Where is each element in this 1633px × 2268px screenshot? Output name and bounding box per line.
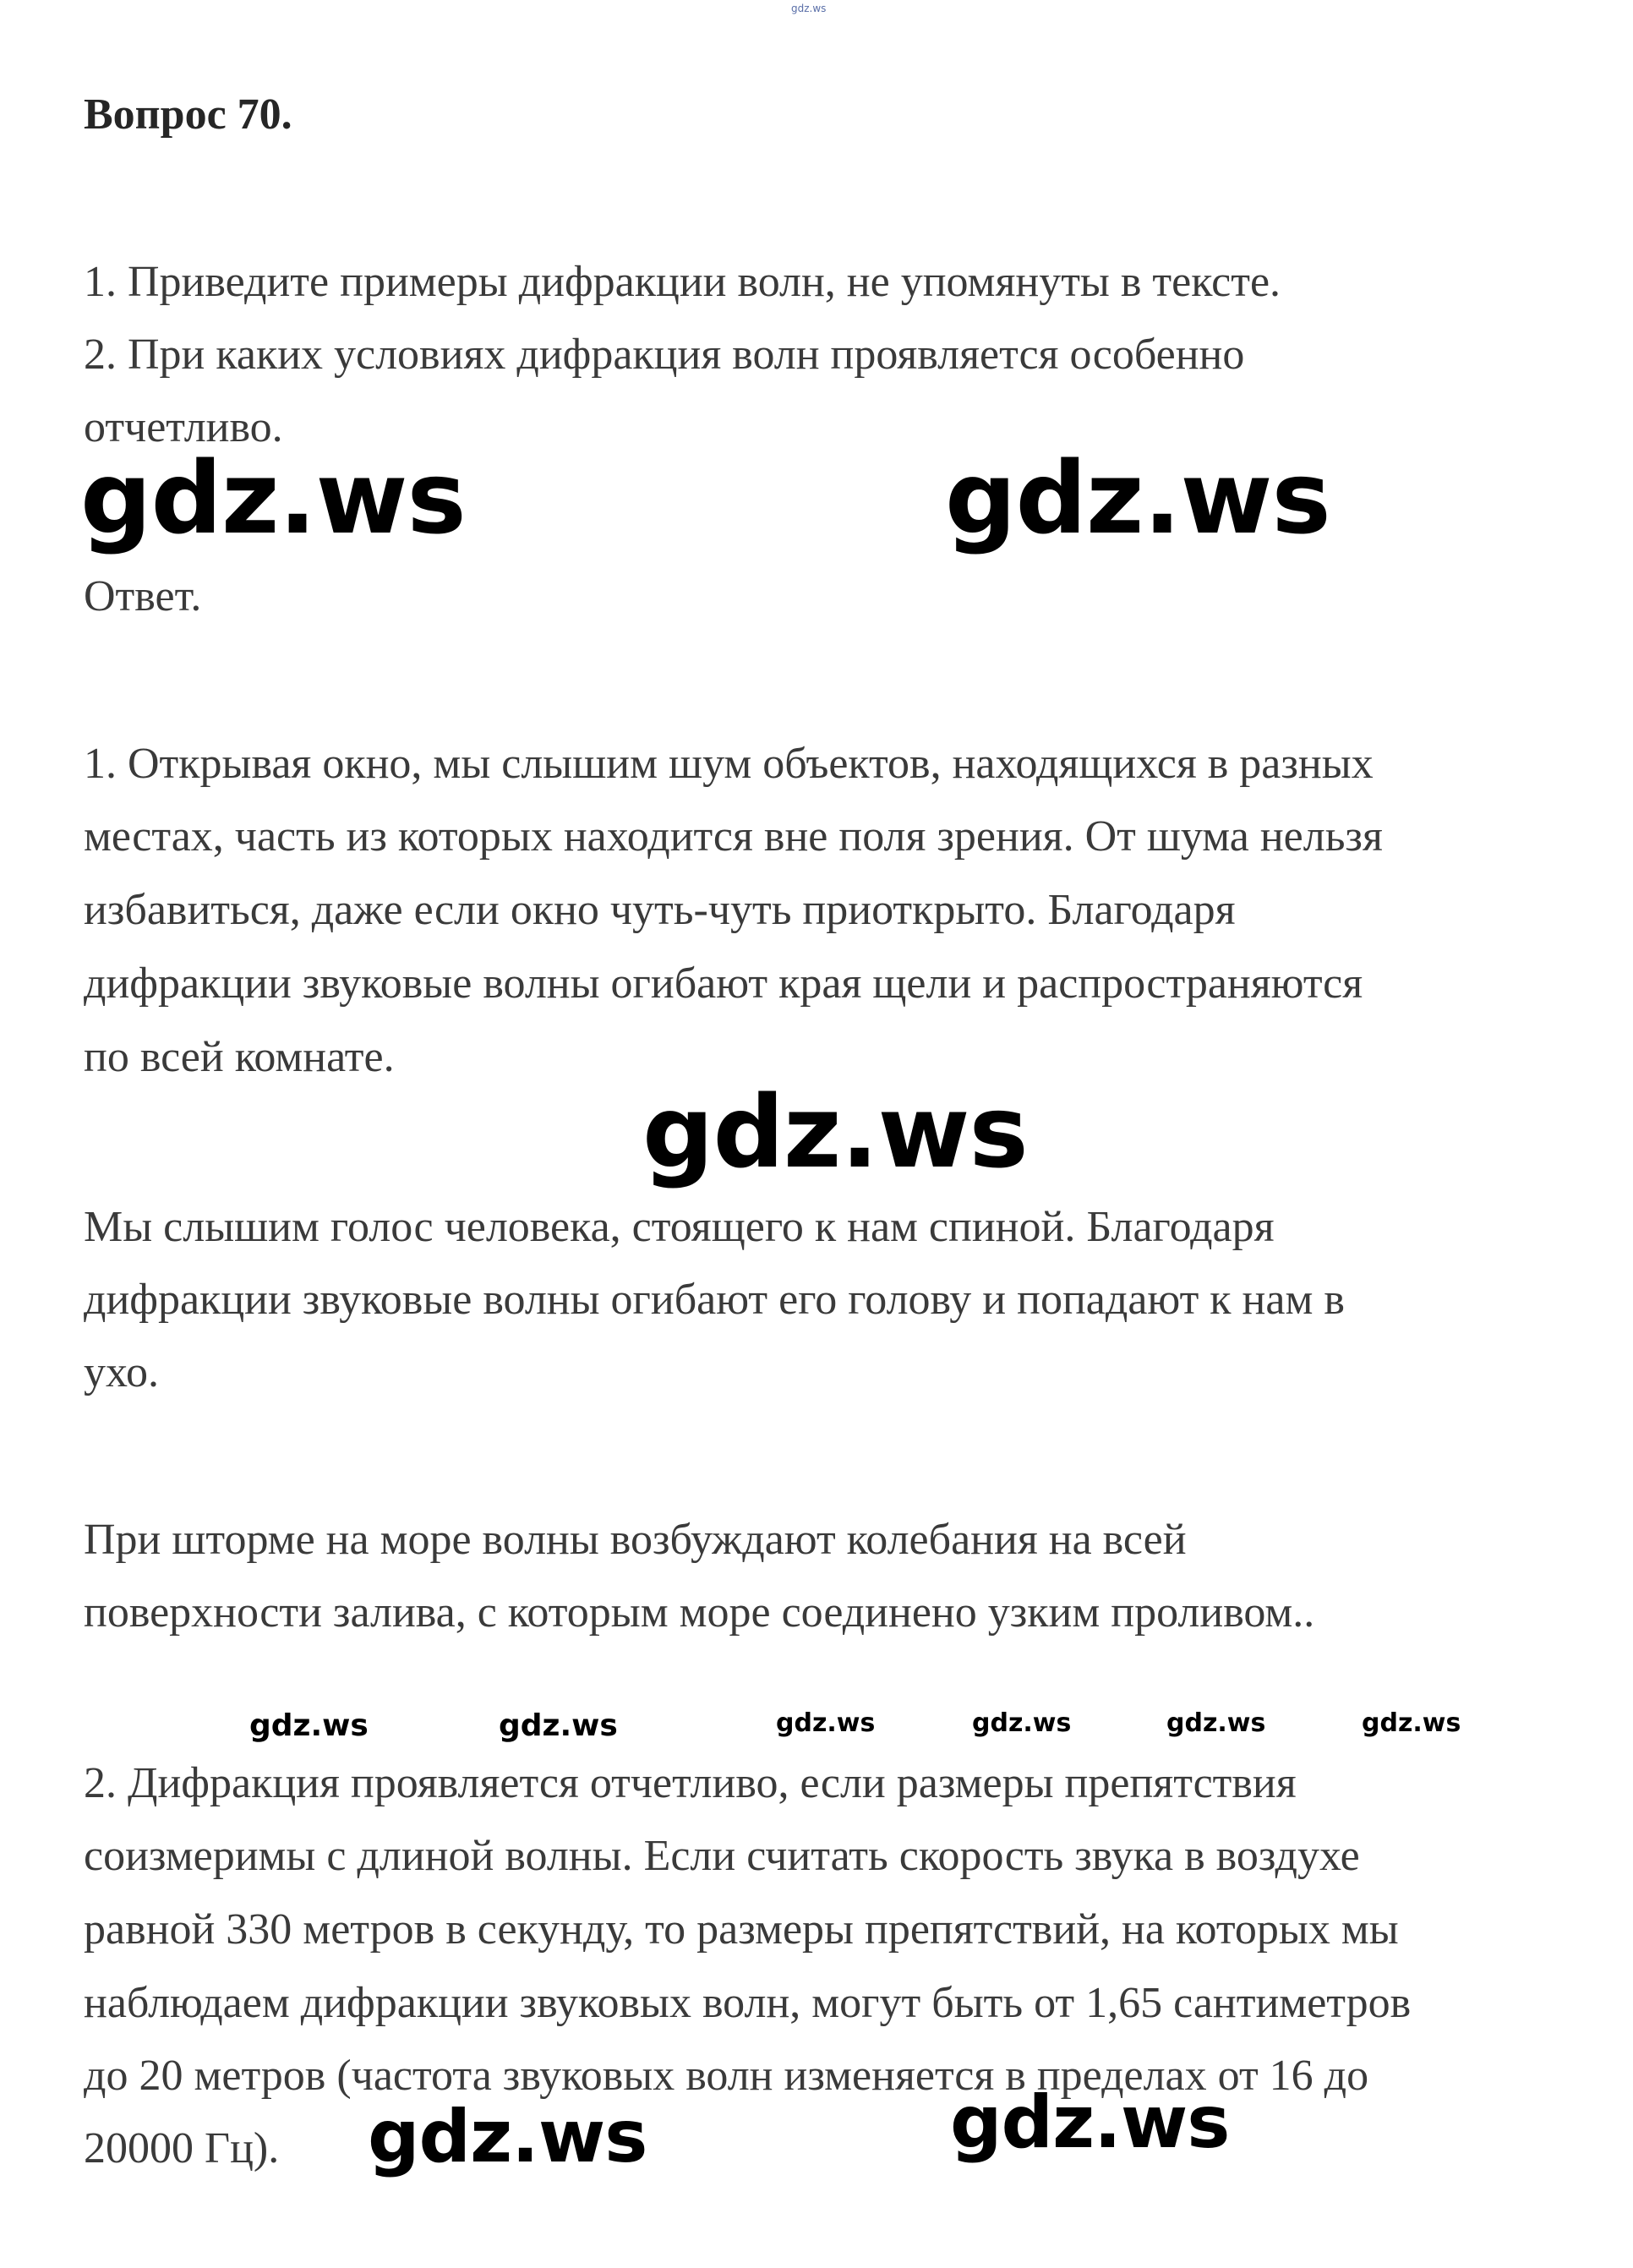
answer-p1-line-2: местах, часть из которых находится вне поля зрения. От шума нельзя <box>84 812 1383 861</box>
watermark-medium: gdz.ws <box>950 2080 1230 2165</box>
answer-p4-line-5: до 20 метров (частота звуковых волн изменяется в пределах от 16 до <box>84 2052 1369 2100</box>
answer-p3-line-2: поверхности залива, с которым море соединено узким проливом.. <box>84 1588 1315 1637</box>
question-line-1: 1. Приведите примеры дифракции волн, не упомянуты в тексте. <box>84 258 1281 306</box>
watermark-large: gdz.ws <box>80 440 466 556</box>
watermark-large: gdz.ws <box>642 1074 1028 1190</box>
question-line-2: 2. При каких условиях дифракция волн проявляется особенно <box>84 331 1245 379</box>
answer-p1-line-1: 1. Открывая окно, мы слышим шум объектов, находящихся в разных <box>84 740 1374 788</box>
answer-p4-line-6: 20000 Гц). <box>84 2124 280 2172</box>
watermark-medium: gdz.ws <box>368 2095 647 2179</box>
answer-p2-line-2: дифракции звуковые волны огибают его голову и попадают к нам в <box>84 1276 1345 1324</box>
watermark-large: gdz.ws <box>945 440 1330 556</box>
answer-p1-line-3: избавиться, даже если окно чуть-чуть приоткрыто. Благодаря <box>84 886 1236 934</box>
watermark-small: gdz.ws <box>1362 1708 1461 1738</box>
answer-p4-line-3: равной 330 метров в секунду, то размеры препятствий, на которых мы <box>84 1905 1399 1954</box>
header-watermark: gdz.ws <box>791 3 827 14</box>
answer-p3-line-1: При шторме на море волны возбуждают колебания на всей <box>84 1516 1187 1564</box>
watermark-small: gdz.ws <box>776 1708 876 1738</box>
watermark-small: gdz.ws <box>972 1708 1072 1738</box>
answer-p2-line-3: ухо. <box>84 1348 160 1396</box>
watermark-small: gdz.ws <box>499 1708 618 1743</box>
answer-p4-line-2: соизмеримы с длиной волны. Если считать скорость звука в воздухе <box>84 1832 1360 1880</box>
answer-p4-line-4: наблюдаем дифракции звуковых волн, могут быть от 1,65 сантиметров <box>84 1979 1412 2027</box>
watermark-small: gdz.ws <box>249 1708 369 1743</box>
answer-p2-line-1: Мы слышим голос человека, стоящего к нам спиной. Благодаря <box>84 1203 1275 1251</box>
question-title: Вопрос 70. <box>84 90 292 139</box>
answer-label: Ответ. <box>84 572 202 620</box>
answer-p1-line-5: по всей комнате. <box>84 1033 395 1081</box>
watermark-small: gdz.ws <box>1166 1708 1266 1738</box>
question-line-3: отчетливо. <box>84 403 283 451</box>
answer-p1-line-4: дифракции звуковые волны огибают края щели и распространяются <box>84 959 1363 1008</box>
answer-p4-line-1: 2. Дифракция проявляется отчетливо, если размеры препятствия <box>84 1759 1297 1807</box>
